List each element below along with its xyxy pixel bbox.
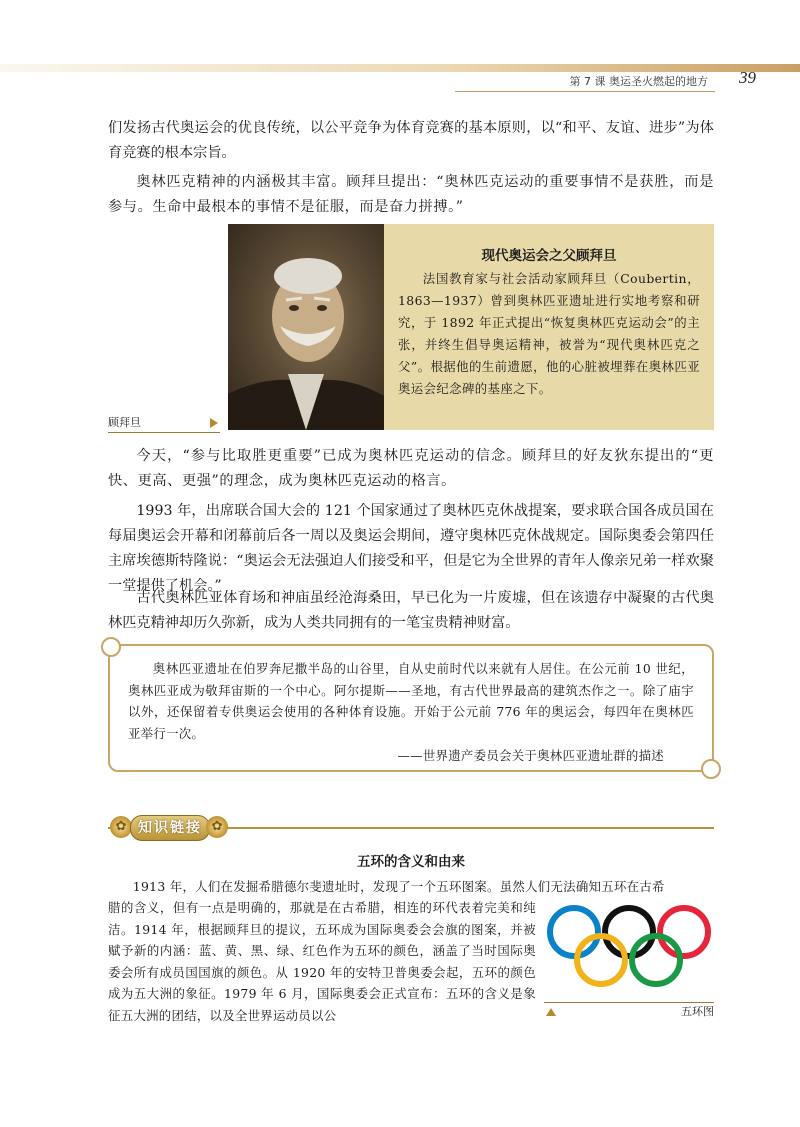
rings-paragraph-body: 腊的含义，但有一点是明确的，那就是在古希腊，相连的环代表着完美和纯洁。1914 年，根据顾拜旦的提议，五环成为国际奥委会会旗的图案，并被赋予新的内涵：蓝、黄、黑、绿、红色作为五环的颜色，涵盖了当时国际奥委会所有成员国国旗的颜色。从 1920 年的安特卫普奥委会起，五环的颜色成为五大洲的象征。1979 年 6 月，国际奥委会正式宣布：五环的含义是象征五大洲的团结，以及全世界运动员以公 <box>108 900 536 1023</box>
olympic-rings-figure <box>544 898 714 1002</box>
ornament-icon: ✿ <box>110 816 132 838</box>
page-number: 39 <box>739 68 756 87</box>
portrait-image <box>228 224 384 430</box>
paragraph-2: 奥林匹克精神的内涵极其丰富。顾拜旦提出：“奥林匹克运动的重要事情不是获胜，而是参与。生命中最根本的事情不是征服，而是奋力拼搏。” <box>108 174 714 215</box>
section-title: 五环的含义和由来 <box>357 854 465 870</box>
bio-box <box>384 224 714 430</box>
running-header <box>569 68 756 89</box>
header-rule <box>455 91 715 92</box>
bio-text: 法国教育家与社会活动家顾拜旦（Coubertin，1863—1937）曾到奥林匹亚遗址进行实地考察和研究，于 1892 年正式提出“恢复奥林匹克运动会”的主张，并终生倡导奥运精神，被誉为“现代奥林匹克之父”。根据他的生前遗愿，他的心脏被埋葬在奥林匹亚奥运会纪念碑的基座之下。 <box>398 271 700 396</box>
olympic-rings-icon <box>544 898 714 1002</box>
portrait-caption-text: 顾拜旦 <box>108 416 141 429</box>
bio-title: 现代奥运会之父顾拜旦 <box>481 248 617 264</box>
caption-triangle-icon <box>546 1008 556 1016</box>
lesson-title: 第 7 课 奥运圣火燃起的地方 <box>569 75 708 88</box>
ornament-icon: ✿ <box>206 816 228 838</box>
knowledge-link-badge <box>110 812 228 842</box>
quote-source: ——世界遗产委员会关于奥林匹亚遗址群的描述 <box>397 748 664 763</box>
paragraph-1: 们发扬古代奥运会的优良传统，以公平竞争为体育竞赛的基本原则，以“和平、友谊、进步”为体育竞赛的根本宗旨。 <box>108 120 714 161</box>
quote-text: 奥林匹亚遗址在伯罗奔尼撒半岛的山谷里，自从史前时代以来就有人居住。在公元前 10 世纪，奥林匹亚成为敬拜宙斯的一个中心。阿尔提斯——圣地，有古代世界最高的建筑杰作之一。除了庙宇以外，还保留着专供奥运会使用的各种体育设施。开始于公元前 776 年的奥运会，每四年在奥林匹亚举行一次。 <box>128 661 694 741</box>
knowledge-link-label: 知识链接 <box>130 815 210 841</box>
rings-caption <box>544 1002 714 1021</box>
portrait-caption <box>108 414 220 433</box>
caption-arrow-icon <box>210 418 218 428</box>
quote-frame <box>108 644 714 772</box>
paragraph-4: 1993 年，出席联合国大会的 121 个国家通过了奥林匹克休战提案，要求联合国各成员国在每届奥运会开幕和闭幕前后各一周以及奥运会期间，遵守奥林匹克休战规定。国际奥委会第四任主席埃德斯特隆说：“奥运会无法强迫人们接受和平，但是它为全世界的青年人像亲兄弟一样欢聚一堂提供了机会。” <box>108 503 714 594</box>
paragraph-3: 今天，“参与比取胜更重要”已成为奥林匹克运动的信念。顾拜旦的好友狄东提出的“更快、更高、更强”的理念，成为奥林匹克运动的格言。 <box>108 448 714 489</box>
rings-paragraph-line1: 1913 年，人们在发掘希腊德尔斐遗址时，发现了一个五环图案。虽然人们无法确知五环在古希 <box>132 879 665 894</box>
header-band <box>0 64 800 72</box>
rings-caption-text: 五环图 <box>681 1005 714 1018</box>
paragraph-5: 古代奥林匹亚体育场和神庙虽经沧海桑田，早已化为一片废墟，但在该遗存中凝聚的古代奥林匹克精神却历久弥新，成为人类共同拥有的一笔宝贵精神财富。 <box>108 590 714 631</box>
coubertin-portrait <box>228 224 384 430</box>
